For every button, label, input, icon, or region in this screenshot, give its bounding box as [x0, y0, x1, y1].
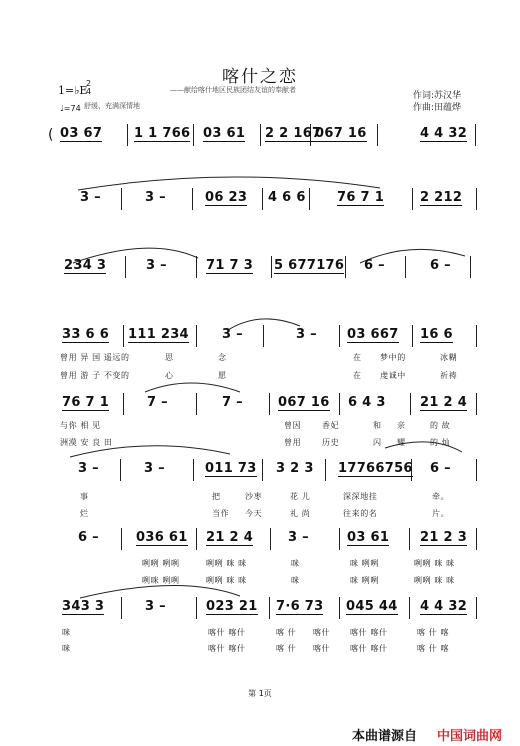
bar-line	[270, 528, 271, 550]
bar-line	[271, 256, 272, 278]
measure: 4 4 32	[420, 126, 468, 141]
measure: 3 –	[146, 258, 167, 273]
measure: 023 21	[206, 599, 258, 614]
bar-line	[409, 528, 410, 550]
measure: 21 2 4	[206, 530, 254, 545]
lyric-line-1: 牵。	[432, 492, 450, 501]
bar-line	[192, 188, 193, 210]
measure: 1 1 766	[134, 126, 191, 141]
measure: 03 667	[347, 327, 399, 342]
lyric-line-2: 喀什 喀什	[208, 644, 246, 653]
measure: 4 4 32	[420, 599, 468, 614]
bar-line	[476, 325, 477, 347]
lyric-line-2: 咪 咧咧	[350, 576, 379, 585]
measure: 3 –	[145, 599, 166, 614]
measure: 6 –	[78, 530, 99, 545]
measure: 7 –	[222, 395, 243, 410]
measure: 3 –	[145, 190, 166, 205]
measure: 03 61	[347, 530, 390, 545]
lyric-line-2: 心	[165, 371, 174, 380]
measure: 7 –	[147, 395, 168, 410]
bar-line	[269, 393, 270, 415]
bar-line	[193, 124, 194, 146]
lyric-line-2: 咪	[291, 576, 300, 585]
measure: 3 –	[144, 461, 165, 476]
lyric-line-2: 喀 什 喀	[417, 644, 450, 653]
lyric-line-2: 片。	[432, 509, 450, 518]
lyric-line-1: 咧咧 咪 咪	[414, 559, 455, 568]
measure: 3 –	[288, 530, 309, 545]
bar-line	[410, 393, 411, 415]
measure: 343 3	[62, 599, 105, 614]
slur-mark	[145, 383, 240, 392]
footer-source: 本曲谱源自	[352, 729, 418, 744]
measure: 111 234	[128, 327, 189, 342]
slur-mark	[80, 585, 240, 598]
slur-mark	[78, 177, 380, 190]
measure: 036 61	[136, 530, 188, 545]
bar-line	[123, 325, 124, 347]
lyric-line-2: 往来的名	[343, 509, 378, 518]
lyric-line-1: 亲	[397, 421, 406, 430]
lyric-line-2: 耀	[397, 438, 406, 447]
bar-line	[470, 256, 471, 278]
lyric-line-2: 喀什 喀什	[350, 644, 388, 653]
measure: 067 16	[315, 126, 367, 141]
measure: 2 212	[420, 190, 463, 205]
lyric-line-2: 曾用	[284, 438, 302, 447]
bar-line	[476, 528, 477, 550]
tempo-note: ♩=74	[60, 104, 81, 113]
measure: 6 –	[430, 461, 451, 476]
bar-line	[196, 528, 197, 550]
measure: 3 –	[80, 190, 101, 205]
bar-line	[345, 256, 346, 278]
bar-line	[325, 459, 326, 481]
bar-line	[476, 188, 477, 210]
bar-line	[193, 459, 194, 481]
measure: 045 44	[346, 599, 398, 614]
bar-line	[475, 124, 476, 146]
lyric-line-1: 喀 什	[276, 628, 297, 637]
bar-line	[476, 597, 477, 619]
bar-line	[127, 124, 128, 146]
lyric-line-1: 喀 什 喀	[417, 628, 450, 637]
time-signature	[86, 80, 91, 96]
lyric-line-1: 喀什	[313, 628, 331, 637]
bar-line	[339, 528, 340, 550]
bar-line	[412, 188, 413, 210]
measure: 3 –	[222, 327, 243, 342]
lyric-line-1: 在	[353, 353, 362, 362]
bar-line	[405, 256, 406, 278]
lyric-line-1: 咪 咧咧	[350, 559, 379, 568]
key-signature: 1=♭E	[58, 84, 88, 97]
song-title: 喀什之恋	[222, 67, 298, 87]
lyric-line-1: 冰糊	[440, 353, 458, 362]
lyric-line-2: 愿	[218, 371, 227, 380]
lyric-line-2: 喀什	[313, 644, 331, 653]
lyric-line-1: 念	[218, 353, 227, 362]
lyric-line-1: 把	[212, 492, 221, 501]
measure: 067 16	[278, 395, 330, 410]
bar-line	[309, 188, 310, 210]
tempo-marking: 舒缓、充满深情地	[84, 102, 140, 110]
lyric-line-1: 喀什 喀什	[208, 628, 246, 637]
lyric-line-2: 闪	[373, 438, 382, 447]
bar-line	[476, 459, 477, 481]
lyric-line-2: 的 灿	[430, 438, 451, 447]
bar-line	[125, 256, 126, 278]
measure: 06 23	[205, 190, 248, 205]
bar-line	[263, 325, 264, 347]
bar-line	[412, 325, 413, 347]
lyric-line-2: 咧咧 咪 咪	[206, 576, 247, 585]
composer-credit: 作曲:田蕴烨	[413, 103, 462, 113]
lyric-line-1: 思	[165, 353, 174, 362]
bar-line	[339, 325, 340, 347]
lyric-line-2: 今天	[245, 509, 263, 518]
measure: 5 677176	[274, 258, 345, 273]
lyric-line-1: 曾用 异 国 遥远的	[60, 353, 130, 362]
lyric-line-2: 在	[353, 371, 362, 380]
measure: 3 2 3	[276, 461, 314, 476]
lyric-line-2: 虔诚中	[380, 371, 406, 380]
measure: 6 –	[430, 258, 451, 273]
bar-line	[121, 188, 122, 210]
repeat-bracket: (	[48, 127, 54, 143]
lyricist-credit: 作词:苏汉华	[413, 91, 462, 101]
bar-line	[260, 124, 261, 146]
lyric-line-1: 曾因	[284, 421, 302, 430]
bar-line	[120, 459, 121, 481]
lyric-line-2: 祈祷	[440, 371, 458, 380]
measure: 6 –	[364, 258, 385, 273]
measure: 16 6	[420, 327, 453, 342]
bar-line	[196, 393, 197, 415]
lyric-line-1: 事	[80, 492, 89, 501]
lyric-line-2: 烂	[80, 509, 89, 518]
lyric-line-1: 梦中的	[380, 353, 406, 362]
lyric-line-2: 喀 什	[276, 644, 297, 653]
lyric-line-2: 礼 尚	[290, 509, 311, 518]
bar-line	[339, 597, 340, 619]
lyric-line-2: 咧咧 咪 咪	[414, 576, 455, 585]
measure: 234 3	[64, 258, 107, 273]
page-number: 第 1页	[248, 689, 272, 698]
measure: 76 7 1	[62, 395, 110, 410]
lyric-line-1: 咪	[62, 628, 71, 637]
lyric-line-1: 深深地挂	[343, 492, 378, 501]
bar-line	[262, 188, 263, 210]
measure: 011 73	[205, 461, 257, 476]
bar-line	[269, 597, 270, 619]
bar-line	[409, 597, 410, 619]
lyric-line-1: 沙枣	[245, 492, 263, 501]
measure: 71 7 3	[206, 258, 254, 273]
bar-line	[339, 393, 340, 415]
lyric-line-2: 当作	[212, 509, 230, 518]
measure: 2 2 167	[265, 126, 322, 141]
measure: 33 6 6	[62, 327, 110, 342]
measure: 76 7 1	[337, 190, 385, 205]
footer-site-link[interactable]: 中国词曲网	[437, 729, 503, 744]
bar-line	[476, 393, 477, 415]
bar-line	[196, 597, 197, 619]
measure: 4 6 6	[268, 190, 306, 205]
bar-line	[377, 124, 378, 146]
lyric-line-1: 咪	[291, 559, 300, 568]
lyric-line-2: 咧咪 咧咧	[142, 576, 180, 585]
measure: 03 67	[60, 126, 103, 141]
time-signature-bottom: 4	[86, 87, 92, 96]
bar-line	[123, 393, 124, 415]
measure: 17766756	[338, 461, 413, 476]
lyric-line-2: 洲漠 安 良 田	[60, 438, 113, 447]
song-subtitle: ——献给喀什地区民族团结友谊的奉献者	[170, 86, 296, 94]
lyric-line-2: 历史	[322, 438, 340, 447]
lyric-line-1: 花 儿	[290, 492, 311, 501]
measure: 21 2 3	[420, 530, 468, 545]
measure: 7·6 73	[276, 599, 324, 614]
measure: 3 –	[78, 461, 99, 476]
bar-line	[196, 256, 197, 278]
lyric-line-1: 的 故	[430, 421, 451, 430]
measure: 3 –	[296, 327, 317, 342]
lyric-line-1: 咧咧 咪 咪	[206, 559, 247, 568]
lyric-line-1: 喀什 喀什	[350, 628, 388, 637]
lyric-line-2: 曾用 游 子 不变的	[60, 371, 130, 380]
time-signature-top: 2	[86, 79, 92, 88]
measure: 03 61	[203, 126, 246, 141]
lyric-line-1: 与你 相 见	[60, 421, 101, 430]
bar-line	[121, 597, 122, 619]
bar-line	[121, 528, 122, 550]
lyric-line-1: 咧咧 咧咧	[142, 559, 180, 568]
bar-line	[196, 325, 197, 347]
measure: 6 4 3	[348, 395, 386, 410]
lyric-line-2: 咪	[62, 644, 71, 653]
lyric-line-1: 和	[373, 421, 382, 430]
lyric-line-1: 香妃	[322, 421, 340, 430]
measure: 21 2 4	[420, 395, 468, 410]
bar-line	[262, 459, 263, 481]
